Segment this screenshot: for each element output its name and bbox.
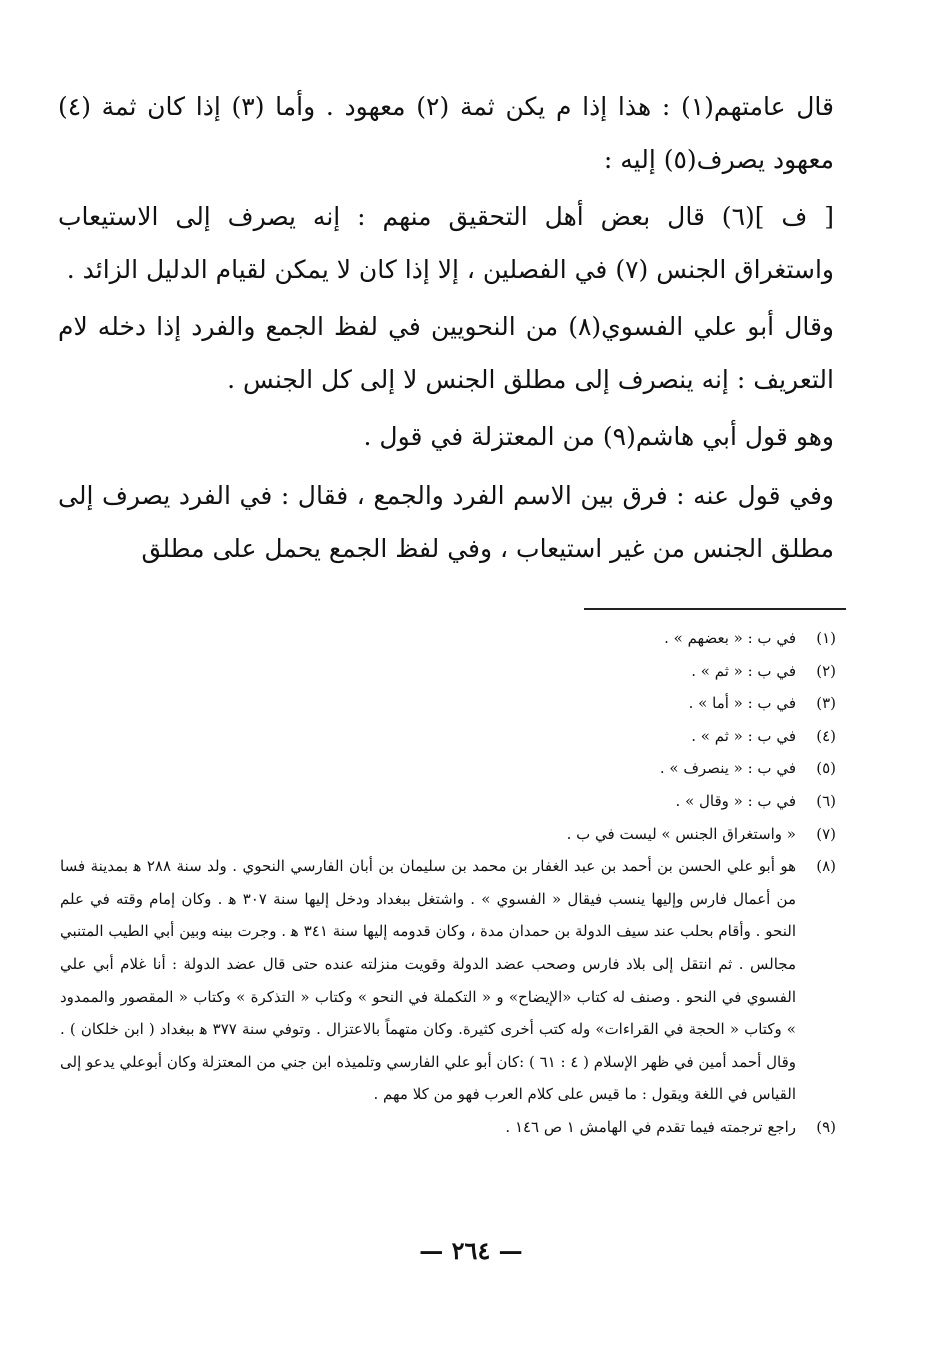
footnote [60,850,836,1111]
footnote-divider [584,608,846,610]
footnote-number: (٢) [816,661,836,680]
footnote-number: (٨) [816,857,836,876]
footnote [60,687,836,720]
paragraph: [ ف ](٦) قال بعض أهل التحقيق منهم : إنه يصرف إلى الاستيعاب واستغراق الجنس (٧) في الفصلين ، إلا إذا كان لا يمكن لقيام الدليل الزائد . [58,202,834,284]
paragraph: قال عامتهم(١) : هذا إذا م يكن ثمة (٢) معهود . وأما (٣) إذا كان ثمة (٤) معهود يصرف(٥) إليه : [58,92,834,174]
footnote-text: في ب : « وقال » . [675,791,796,810]
footnote-text: هو أبو علي الحسن بن أحمد بن عبد الغفار بن محمد بن سليمان بن أبان الفارسي النحوي . ولد سنة ٢٨٨ ﻫ بمدينة فسا من أعمال فارس وإليها ينسب فيقال « الفسوي » . واشتغل ببغداد ودخل إليها سنة ٣٠٧ ﻫ . وكان إمام وقته في علم النحو . وأقام بحلب عند سيف الدولة بن حمدان مدة ، وكان قدومه إليها سنة ٣٤١ ﻫ . وجرت بينه وبين أبي الطيب المتنبي مجالس . ثم انتقل إلى بلاد فارس وصحب عضد الدولة وقويت منزلته عنده حتى قال عضد الدولة : أنا غلام أبي علي الفسوي في النحو . وصنف له كتاب «الإيضاح» و « التكملة في النحو » وكتاب « التذكرة » وكتاب « المقصور والممدود » وكتاب « الحجة في القراءات» وله كتب أخرى كثيرة. وكان متهماً بالاعتزال . وتوفي سنة ٣٧٧ ﻫ ببغداد ( ابن خلكان ) . وقال أحمد أمين في ظهر الإسلام ( ٤ : ٦١ ) :كان أبو علي الفارسي وتلميذه ابن جني من المعتزلة وكان أبوعلي يدعو إلى القياس في اللغة ويقول : ما قيس على كلام العرب فهو من كلا مهم . [60,857,797,1104]
footnote-number: (٦) [816,791,836,810]
footnote-number: (٥) [816,759,836,778]
footnote-text: راجع ترجمته فيما تقدم في الهامش ١ ص ١٤٦ . [505,1117,796,1136]
footnote [60,720,836,753]
footnote [60,1111,836,1144]
footnote-number: (٣) [816,694,836,713]
paragraph: وفي قول عنه : فرق بين الاسم الفرد والجمع ، فقال : في الفرد يصرف إلى مطلق الجنس من غير استيعاب ، وفي لفظ الجمع يحمل على مطلق [58,481,834,563]
footnote [60,752,836,785]
paragraph: وهو قول أبي هاشم(٩) من المعتزلة في قول . [363,422,834,451]
footnote-text: في ب : « بعضهم » . [664,629,796,647]
footnote-text: في ب : « ينصرف » . [659,759,796,778]
footnote-number: (٤) [816,726,836,745]
footnote-text: في ب : « أما » . [688,694,796,713]
footnote-number: (١) [816,629,836,647]
footnote [60,655,836,688]
footnotes [60,622,836,1144]
footnote-number: (٧) [816,824,836,843]
footnote-number: (٩) [816,1117,836,1136]
paragraph: وقال أبو علي الفسوي(٨) من النحويين في لفظ الجمع والفرد إذا دخله لام التعريف : إنه ينصرف إلى مطلق الجنس لا إلى كل الجنس . [58,312,834,394]
footnote-text: « واستغراق الجنس » ليست في ب . [566,824,796,843]
footnote [60,818,836,851]
footnote [60,785,836,818]
footnote-text: في ب : « ثم » . [691,661,796,680]
page-number: — ٢٦٤ — [419,1236,523,1265]
main-text [58,80,834,575]
footnote [60,622,836,655]
footnote-text: في ب : « ثم » . [691,726,796,745]
